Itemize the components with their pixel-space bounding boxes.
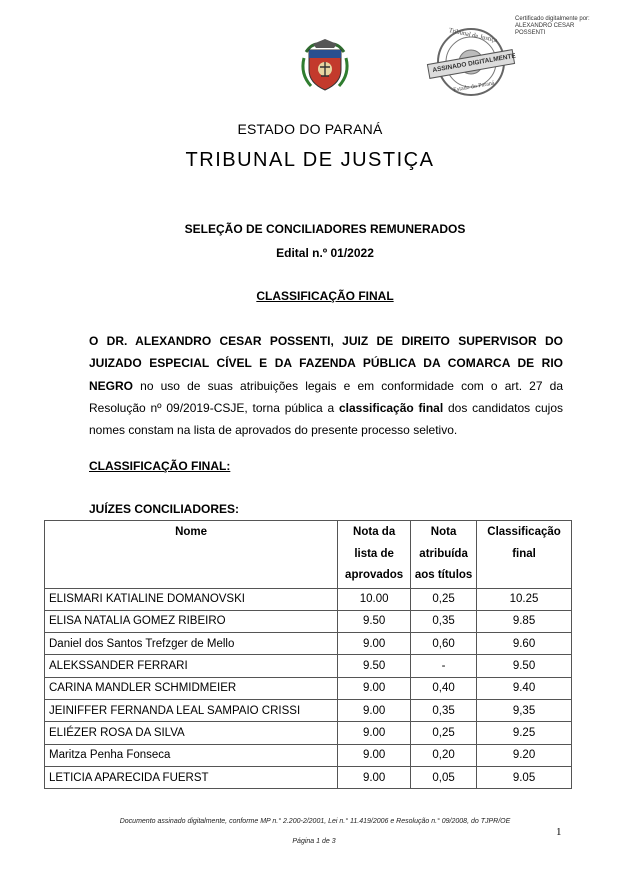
cell-final: 9,35 bbox=[477, 699, 572, 721]
cell-approved: 9.50 bbox=[338, 610, 411, 632]
cell-final: 9.85 bbox=[477, 610, 572, 632]
state-title: ESTADO DO PARANÁ bbox=[237, 121, 383, 137]
cell-titles: 0,60 bbox=[411, 633, 477, 655]
cell-titles: 0,35 bbox=[411, 699, 477, 721]
certificate-line: POSSENTI bbox=[515, 30, 546, 36]
cell-final: 10.25 bbox=[477, 588, 572, 610]
cell-name: CARINA MANDLER SCHMIDMEIER bbox=[45, 677, 338, 699]
paragraph-end: dos candidatos cujos nomes constam na lista de aprovados do presente processo seletivo. bbox=[89, 400, 563, 438]
cell-approved: 9.00 bbox=[338, 677, 411, 699]
cell-name: Daniel dos Santos Trefzger de Mello bbox=[45, 633, 338, 655]
judges-label: JUÍZES CONCILIADORES: bbox=[89, 502, 240, 516]
table-row bbox=[45, 588, 572, 610]
edital-number: Edital n.º 01/2022 bbox=[276, 246, 374, 260]
table-row bbox=[45, 633, 572, 655]
table-row bbox=[45, 699, 572, 721]
parana-coat-of-arms-icon bbox=[296, 36, 354, 94]
cell-name: JEINIFFER FERNANDA LEAL SAMPAIO CRISSI bbox=[45, 699, 338, 721]
cell-final: 9.25 bbox=[477, 722, 572, 744]
classification-table bbox=[44, 520, 572, 789]
digital-certificate-note bbox=[515, 16, 615, 37]
cell-titles: 0,40 bbox=[411, 677, 477, 699]
table-row bbox=[45, 766, 572, 788]
header-final: Classificação final bbox=[477, 521, 572, 589]
paragraph-middle: no uso de suas atribuições legais e em conformidade com o art. 27 da Resolução nº 09/2019-CSJE, torna pública a bbox=[89, 378, 563, 415]
cell-titles: 0,25 bbox=[411, 588, 477, 610]
cell-name: Maritza Penha Fonseca bbox=[45, 744, 338, 766]
cell-name: ALEKSSANDER FERRARI bbox=[45, 655, 338, 677]
cell-approved: 9.00 bbox=[338, 766, 411, 788]
table-row bbox=[45, 744, 572, 766]
cell-approved: 9.00 bbox=[338, 722, 411, 744]
cell-name: ELISMARI KATIALINE DOMANOVSKI bbox=[45, 588, 338, 610]
cell-final: 9.60 bbox=[477, 633, 572, 655]
cell-approved: 9.00 bbox=[338, 744, 411, 766]
cell-titles: 0,05 bbox=[411, 766, 477, 788]
table-row bbox=[45, 722, 572, 744]
page-number: 1 bbox=[556, 826, 562, 838]
seal-top-text: Tribunal de Justiça bbox=[448, 26, 498, 45]
final-classification-heading: CLASSIFICAÇÃO FINAL bbox=[256, 289, 394, 303]
court-title: TRIBUNAL DE JUSTIÇA bbox=[185, 149, 435, 171]
cell-titles: 0,35 bbox=[411, 610, 477, 632]
cell-approved: 9.00 bbox=[338, 699, 411, 721]
cell-titles: 0,25 bbox=[411, 722, 477, 744]
table-row bbox=[45, 655, 572, 677]
header-title-score: Nota atribuída aos títulos bbox=[411, 521, 477, 589]
cell-name: LETICIA APARECIDA FUERST bbox=[45, 766, 338, 788]
cell-approved: 9.50 bbox=[338, 655, 411, 677]
paragraph-bold-term: classificação final bbox=[339, 400, 444, 415]
cell-final: 9.40 bbox=[477, 677, 572, 699]
certificate-line: Certificado digitalmente por: bbox=[515, 16, 590, 22]
cell-name: ELISA NATALIA GOMEZ RIBEIRO bbox=[45, 610, 338, 632]
legal-footer: Documento assinado digitalmente, conforme MP n.° 2.200-2/2001, Lei n.° 11.419/2006 e Resolução n.° 09/2008, do TJPR/OE bbox=[119, 818, 511, 825]
cell-name: ELIÉZER ROSA DA SILVA bbox=[45, 722, 338, 744]
table-row bbox=[45, 610, 572, 632]
paragraph-bold-intro: O DR. ALEXANDRO CESAR POSSENTI, JUIZ DE DIREITO SUPERVISOR DO JUIZADO ESPECIAL CÍVEL E DA FAZENDA PÚBLICA DA COMARCA DE RIO NEGRO bbox=[89, 334, 563, 393]
cell-approved: 9.00 bbox=[338, 633, 411, 655]
cell-final: 9.20 bbox=[477, 744, 572, 766]
final-classification-label: CLASSIFICAÇÃO FINAL: bbox=[89, 459, 231, 473]
cell-titles: - bbox=[411, 655, 477, 677]
cell-final: 9.50 bbox=[477, 655, 572, 677]
seal-band-text: ASSINADO DIGITALMENTE bbox=[432, 52, 517, 75]
cell-approved: 10.00 bbox=[338, 588, 411, 610]
header-approved-score: Nota da lista de aprovados bbox=[338, 521, 411, 589]
certificate-line: ALEXANDRO CESAR bbox=[515, 23, 575, 29]
announcement-paragraph bbox=[89, 330, 563, 441]
header-name: Nome bbox=[45, 521, 338, 589]
tribunal-digital-seal bbox=[420, 26, 522, 98]
cell-titles: 0,20 bbox=[411, 744, 477, 766]
cell-final: 9.05 bbox=[477, 766, 572, 788]
page-indicator: Página 1 de 3 bbox=[292, 838, 336, 845]
seal-bottom-text: Estado do Paraná bbox=[452, 80, 496, 94]
table-header-row bbox=[45, 521, 572, 589]
table-row bbox=[45, 677, 572, 699]
selection-heading: SELEÇÃO DE CONCILIADORES REMUNERADOS bbox=[184, 222, 466, 236]
